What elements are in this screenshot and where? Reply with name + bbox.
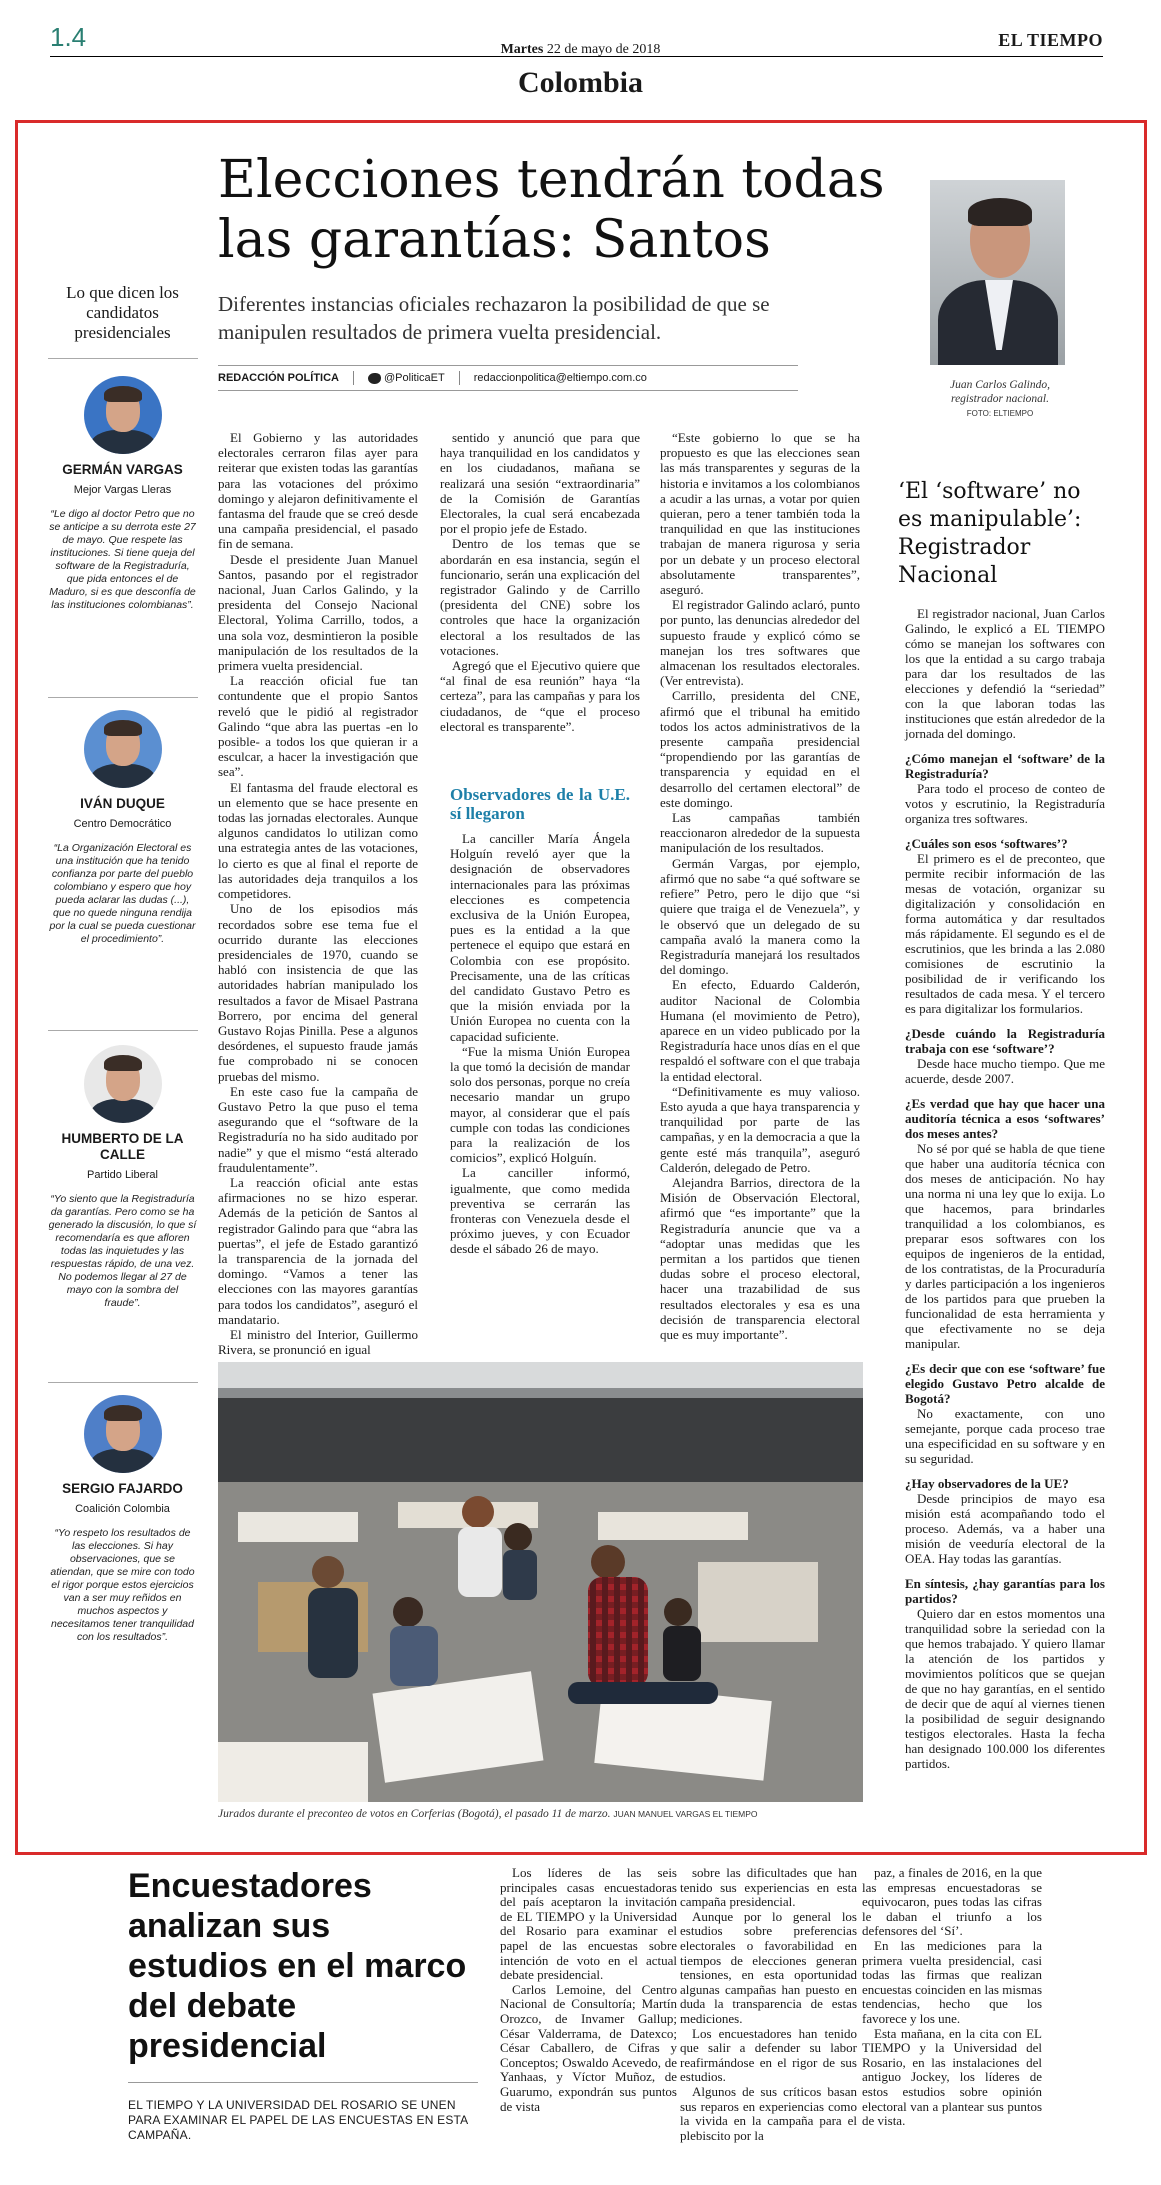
- byline-author: REDACCIÓN POLÍTICA: [218, 372, 339, 384]
- candidate-name: SERGIO FAJARDO: [62, 1481, 183, 1496]
- sidebar-rule: [48, 358, 198, 359]
- paragraph: Algunos de sus críticos basan sus reparos en experiencias como la vivida en la campaña para el plebiscito por la: [680, 2083, 857, 2143]
- observers-box: [450, 785, 630, 1257]
- portrait-hair: [968, 198, 1032, 226]
- paragraph: Agregó que el Ejecutivo quiere que “al final de esa reunión” haya “la certeza”, para las campañas y para los ciudadanos, de “que el proceso electoral es transparente”.: [440, 658, 640, 734]
- bottom-article-rule: [128, 2082, 478, 2083]
- paragraph: La reacción oficial ante estas afirmaciones no se hizo esperar. Además de la petición de Santos al registrador Galindo para que “abra las puertas”, el jefe de Estado garantizó la transparencia de la jornada del domingo. “Vamos a tener las elecciones con las mayores garantías para todos los candidatos”, aseguró el mandatario.: [218, 1174, 418, 1327]
- paragraph: Desde el presidente Juan Manuel Santos, pasando por el registrador nacional, Juan Carlos Galindo, y la presidenta del Consejo Nacional Electoral, Yolima Carrillo, todos, a una sola voz, desmintieron la posible manipulación de los resultados de la primera vuelta presidencial.: [218, 551, 418, 674]
- interview-question: ¿Es decir que con ese ‘software’ fue elegido Gustavo Petro alcalde de Bogotá?: [905, 1361, 1105, 1406]
- bottom-column-3: [862, 1866, 1042, 2129]
- interview-answer: No sé por qué se habla de que tiene que haber una auditoría técnica con dos meses de anticipación. No hay una norma ni una ley que lo exija. Lo que hacemos, para brindarles tranquilidad a los colombianos, es preparar esos softwares con los equipos de ingenieros de la entidad, de los contratistas, de la Procuraduría y darles participación a los ingenieros de los partidos para que prueben la funcionalidad de esta herramienta y que efectivamente no se deja manipular.: [905, 1141, 1105, 1351]
- twitter-icon: [368, 373, 381, 384]
- article-column-1: [218, 430, 418, 1357]
- twitter-handle: @PoliticaET: [384, 372, 445, 384]
- interview-question: ¿Desde cuándo la Registraduría trabaja con ese ‘software’?: [905, 1026, 1105, 1056]
- candidate-party: Partido Liberal: [87, 1169, 158, 1181]
- paragraph: La canciller María Ángela Holguín reveló ayer que la designación de observadores internacionales para las próximas elecciones es competencia exclusiva de la Unión Europea, pues es la entidad a la que pertenece el equipo que estará en Colombia con ese propósito. Precisamente, una de las críticas del candidato Gustavo Petro es que la misión enviada por la Unión Europea no cuenta con la capacidad suficiente.: [450, 831, 630, 1044]
- paragraph: “Definitivamente es muy valioso. Esto ayuda a que haya transparencia y tranquilidad por parte de las campañas, y en la democracia a que la gente esté más tranquila”, aseguró Calderón, delegado de Petro.: [660, 1083, 860, 1175]
- page-number: 1.4: [50, 22, 87, 52]
- paragraph: El fantasma del fraude electoral es un elemento que se hace presente en todas las jornadas electorales. Aunque algunos candidatos lo utilizan como una estrategia antes de las votaciones, lo cierto es que al final el reporte de las autoridades deja tranquilos a los competidores.: [218, 779, 418, 902]
- registrar-portrait: [930, 180, 1065, 365]
- paragraph: Aunque por lo general los estudios sobre preferencias electorales o favorabilidad en tiempos de elecciones generan tensiones, en esta oportunidad algunas campañas han puesto en duda la transparencia de estas mediciones.: [680, 1908, 857, 2026]
- candidate-quote: “Le digo al doctor Petro que no se anticipe a su derrota este 27 de mayo. Que respete las instituciones. Si tiene queja del software de la Registraduría, que pida entonces el de Maduro, si es que desconfía de las instituciones colombianas”.: [49, 508, 196, 611]
- interview-answer: No exactamente, con uno semejante, porque cada proceso trae una especificidad en su software y en su seguridad.: [905, 1406, 1105, 1466]
- portrait-caption-text: Juan Carlos Galindo, registrador nacional.: [950, 379, 1050, 405]
- paragraph: paz, a finales de 2016, en la que las empresas encuestadoras se equivocaron, pues todas las cifras le daban el triunfo a los defensores del ‘Sí’.: [862, 1865, 1042, 1939]
- date-day: Martes: [500, 42, 544, 57]
- paragraph: Los líderes de las seis principales casas encuestadoras del país aceptaron la invitación de EL TIEMPO y la Universidad del Rosario para examinar el papel de las encuestas sobre intención de voto en el actual debate presidencial.: [500, 1865, 677, 1983]
- photo-scene: [218, 1362, 863, 1802]
- candidate-card: [40, 710, 205, 946]
- article-headline: Elecciones tendrán todas las garantías: Santos: [218, 150, 885, 270]
- article-subhead: Diferentes instancias oficiales rechazaron la posibilidad de que se manipulen resultados de primera vuelta presidencial.: [218, 292, 770, 344]
- paragraph: Alejandra Barrios, directora de la Misión de Observación Electoral, afirmó que “es importante” que la Registraduría anuncie que va a “adoptar unas medidas que les permitan a los partidos que tienen dudas sobre el proceso electoral, hacer una trazabilidad de sus resultados electorales y esa es una decisión de transparencia electoral que es muy importante”.: [660, 1174, 860, 1342]
- bottom-column-1: [500, 1866, 677, 2114]
- candidate-name: HUMBERTO DE LA CALLE: [61, 1131, 184, 1162]
- candidate-card: [40, 1395, 205, 1644]
- paragraph: Germán Vargas, por ejemplo, afirmó que no sabe “a qué software se refiere” Petro, pero le dijo que “si quiere que traiga el de Venezuela”, y le observó que un delegado de su campaña avaló la manera como la Registraduría manejará los resultados del domingo.: [660, 855, 860, 978]
- article-column-3: [660, 430, 860, 1342]
- paragraph: Las campañas también reaccionaron alrededor de la supuesta manipulación de los resultados.: [660, 810, 860, 856]
- byline-separator: [459, 371, 460, 385]
- interview-answer: Desde hace mucho tiempo. Que me acuerde, desde 2007.: [905, 1056, 1105, 1086]
- sidebar-title: Lo que dicen los candidatos presidenciales: [66, 283, 179, 342]
- interview-intro: El registrador nacional, Juan Carlos Galindo, le explicó a EL TIEMPO cómo se manejan los softwares con los que la entidad a su cargo trabaja para dar los resultados de las elecciones y defendió la “seriedad” con la que laboran todas las instituciones que están alrededor de la jornada del domingo.: [905, 606, 1105, 741]
- portrait-credit: FOTO: ELTIEMPO: [966, 409, 1034, 418]
- interview-question: ¿Es verdad que hay que hacer una auditoría técnica a esos ‘softwares’ dos meses antes?: [905, 1096, 1105, 1141]
- paragraph: Dentro de los temas que se abordarán en esa instancia, según el funcionario, serán una explicación del registrador Galindo y de Carrillo (presidenta del CNE) sobre los controles que hace la organización electoral a los resultados de las votaciones.: [440, 536, 640, 658]
- observers-box-title: Observadores de la U.E. sí llegaron: [450, 785, 630, 823]
- candidate-card: [40, 1045, 205, 1310]
- interview-question: ¿Cuáles son esos ‘softwares’?: [905, 836, 1068, 851]
- candidate-card: [40, 376, 205, 612]
- date-rest: 22 de mayo de 2018: [546, 42, 661, 57]
- newspaper-brand: EL TIEMPO: [998, 30, 1103, 50]
- candidate-quote: “Yo siento que la Registraduría da garantías. Pero como se ha generado la discusión, lo que sí recomendaría es que afloren todas las inquietudes y las respuestas rápido, de una vez. No podemos llegar al 27 de mayo con la sombra del fraude”.: [48, 1193, 197, 1309]
- bottom-column-2: [680, 1866, 857, 2143]
- photo-credit: JUAN MANUEL VARGAS EL TIEMPO: [613, 1809, 758, 1819]
- sidebar-rule: [48, 697, 198, 698]
- vote-count-photo: [218, 1362, 863, 1802]
- byline-separator: [353, 371, 354, 385]
- paragraph: sentido y anunció que para que haya tranquilidad en los candidatos y en los ciudadanos, mañana se realizará una sesión “extraordinaria” de la Comisión de Garantías Electorales, la cual será encabezada por el propio jefe de Estado.: [440, 430, 640, 537]
- interview-answer: El primero es el de preconteo, que permite recibir información de las mesas de votación, organizar su digitalización y consolidación en forma automática y dar resultados más rápidamente. El segundo es el de escrutinios, que les brinda a las 2.080 comisiones de escrutinio la posibilidad de ir verificando los resultados de cada mesa. Y el tercero es para digitalizar los formularios.: [905, 851, 1105, 1016]
- interview-question: ¿Cómo manejan el ‘software’ de la Registraduría?: [905, 751, 1105, 781]
- sidebar-rule: [48, 1382, 198, 1383]
- paragraph: Carrillo, presidenta del CNE, afirmó que el tribunal ha emitido todos los actos administrativos de la presente campaña presidencial “propendiendo por las garantías de transparencia y equidad en el desarrollo del certamen electoral” de este domingo.: [660, 688, 860, 810]
- byline-twitter[interactable]: [368, 372, 445, 384]
- candidate-avatar: [84, 1045, 162, 1123]
- candidate-avatar: [84, 1395, 162, 1473]
- interview-answer: Quiero dar en estos momentos una tranquilidad sobre la seriedad con la que hemos trabajado. Y quiero llamar la atención de los partidos y movimientos políticos que se quejan de que no hay garantías, en el sentido de decir que de aquí al viernes tienen la posibilidad de seguir designando testigos electorales. Hasta la fecha han designado 100.000 los diferentes partidos.: [905, 1606, 1105, 1771]
- paragraph: Carlos Lemoine, del Centro Nacional de Consultoría; Martín Orozco, de Invamer Gallup; César Valderrama, de Datexco; César Caballero, de Cifras y Conceptos; Oswaldo Acevedo, de Yanhaas, y Víctor Muñoz, de Guarumo, expondrán sus puntos de vista: [500, 1981, 677, 2114]
- photo-caption: [218, 1808, 878, 1820]
- paragraph: En las mediciones para la primera vuelta presidencial, casi todas las firmas que realizan encuestas coinciden en las mismas tendencias, hecho que los favorece y los une.: [862, 1937, 1042, 2026]
- paragraph: El ministro del Interior, Guillermo Rivera, se pronunció en igual: [218, 1326, 418, 1358]
- paragraph: Uno de los episodios más recordados sobre ese tema fue el ocurrido durante las elecciones presidenciales de 1970, cuando se habló con insistencia de que las autoridades habrían manipulado los resultados a favor de Misael Pastrana Borrero, por encima del general Gustavo Rojas Pinilla. Pese a algunos desórdenes, el supuesto fraude jamás fue comprobado ni se conocen pruebas del mismo.: [218, 901, 418, 1084]
- interview-title: ‘El ‘software’ no es manipulable’: Registrador Nacional: [898, 479, 1082, 588]
- interview-body: [905, 606, 1105, 1771]
- byline: [218, 365, 798, 391]
- paragraph: En efecto, Eduardo Calderón, auditor Nacional de Colombia Humana (el movimiento de Petro), aparece en un video publicado por la Registraduría hace unos días en el que respaldó el software con el que trabaja la entidad electoral.: [660, 977, 860, 1084]
- bottom-article-headline: Encuestadores analizan sus estudios en el marco del debate presidencial: [128, 1867, 467, 2065]
- portrait-caption: [945, 378, 1055, 421]
- byline-email[interactable]: redaccionpolitica@eltiempo.com.co: [473, 372, 647, 384]
- paragraph: La reacción oficial fue tan contundente que el propio Santos reveló que le pidió al registrador Galindo “que abra las puertas -en lo posible- a todos los que quieran ir a esculcar, a hacer la investigación que sea”.: [218, 673, 418, 780]
- bottom-article-sub: EL TIEMPO Y LA UNIVERSIDAD DEL ROSARIO SE UNEN PARA EXAMINAR EL PAPEL DE LAS ENCUESTAS EN ESTA CAMPAÑA.: [128, 2098, 468, 2142]
- paragraph: Esta mañana, en la cita con EL TIEMPO y la Universidad del Rosario, en las instalaciones del antiguo Jockey, los líderes de estos estudios sobre opinión electoral van a plantear sus puntos de vista.: [862, 2025, 1042, 2129]
- interview-answer: Desde principios de mayo esa misión está acompañando todo el proceso. Además, va a haber una misión de veeduría electoral de la OEA. Hay todas las garantías.: [905, 1491, 1105, 1566]
- candidate-avatar: [84, 376, 162, 454]
- candidate-quote: “La Organización Electoral es una institución que ha tenido confianza por parte del pueblo colombiano y espero que hoy pueda aclarar las dudas (...), que no quede ninguna rendija por la cual se pueda cuestionar el procedimiento”.: [49, 842, 196, 945]
- candidate-party: Mejor Vargas Lleras: [73, 484, 172, 496]
- photo-caption-text: Jurados durante el preconteo de votos en Corferias (Bogotá), el pasado 11 de marzo.: [218, 1808, 611, 1820]
- paragraph: “Fue la misma Unión Europea la que tomó la decisión de mandar solo dos personas, porque no creía necesario mandar un grupo mayor, al considerar que el país cumple con todas las condiciones para la realización de los comicios”, explicó Holguín.: [450, 1043, 630, 1166]
- header-rule: [50, 56, 1103, 57]
- candidate-quote: “Yo respeto los resultados de las elecciones. Si hay observaciones, que se atiendan, que se mire con todo el rigor porque estos ejercicios van a ser muy reñidos en muchos aspectos y necesitamos tener tranquilidad con los resultados”.: [50, 1527, 195, 1643]
- paragraph: sobre las dificultades que han tenido sus experiencias en esta campaña presidencial.: [680, 1865, 857, 1910]
- paragraph: Los encuestadores han tenido que salir a defender su labor reafirmándose en el rigor de sus estudios.: [680, 2025, 857, 2085]
- interview-question: ¿Hay observadores de la UE?: [905, 1476, 1069, 1491]
- sidebar-rule: [48, 1030, 198, 1031]
- paragraph: El Gobierno y las autoridades electorales cerraron filas ayer para reiterar que existen todas las garantías para las votaciones del próximo domingo y alejaron definitivamente el fantasma del fraude que se creó desde una campaña presidencial, el pasado fin de semana.: [218, 430, 418, 552]
- interview-answer: Para todo el proceso de conteo de votos y escrutinio, la Registraduría organiza tres softwares.: [905, 781, 1105, 826]
- paragraph: La canciller informó, igualmente, que como medida preventiva se cerrarán las fronteras con Venezuela desde el próximo jueves, y con Ecuador desde el sábado 26 de mayo.: [450, 1165, 630, 1257]
- paragraph: El registrador Galindo aclaró, punto por punto, las denuncias alrededor del supuesto fraude y explicó cómo se manejan los tres softwares que almacenan los resultados electorales. (Ver entrevista).: [660, 597, 860, 689]
- interview-question: En síntesis, ¿hay garantías para los partidos?: [905, 1576, 1105, 1606]
- candidate-name: GERMÁN VARGAS: [62, 462, 183, 477]
- article-column-2: [440, 430, 640, 734]
- candidate-avatar: [84, 710, 162, 788]
- paragraph: En este caso fue la campaña de Gustavo Petro la que puso el tema asegurando que el “software de la Registraduría no ha sido auditado por nadie” y que el mismo “está alterado fraudulentamente”.: [218, 1083, 418, 1175]
- candidate-name: IVÁN DUQUE: [80, 796, 165, 811]
- candidate-party: Centro Democrático: [73, 818, 172, 830]
- paragraph: “Este gobierno lo que se ha propuesto es que las elecciones sean las más transparentes y seguras de la historia e invitamos a los colombianos a acudir a las urnas, a votar por quien quieran, pero a tener también toda la tranquilidad en que las instituciones trabajan de manera rigurosa y seria por un debate y un proceso electoral absolutamente transparentes”, aseguró.: [660, 430, 860, 598]
- candidate-party: Coalición Colombia: [75, 1503, 170, 1515]
- section-title: Colombia: [517, 66, 643, 99]
